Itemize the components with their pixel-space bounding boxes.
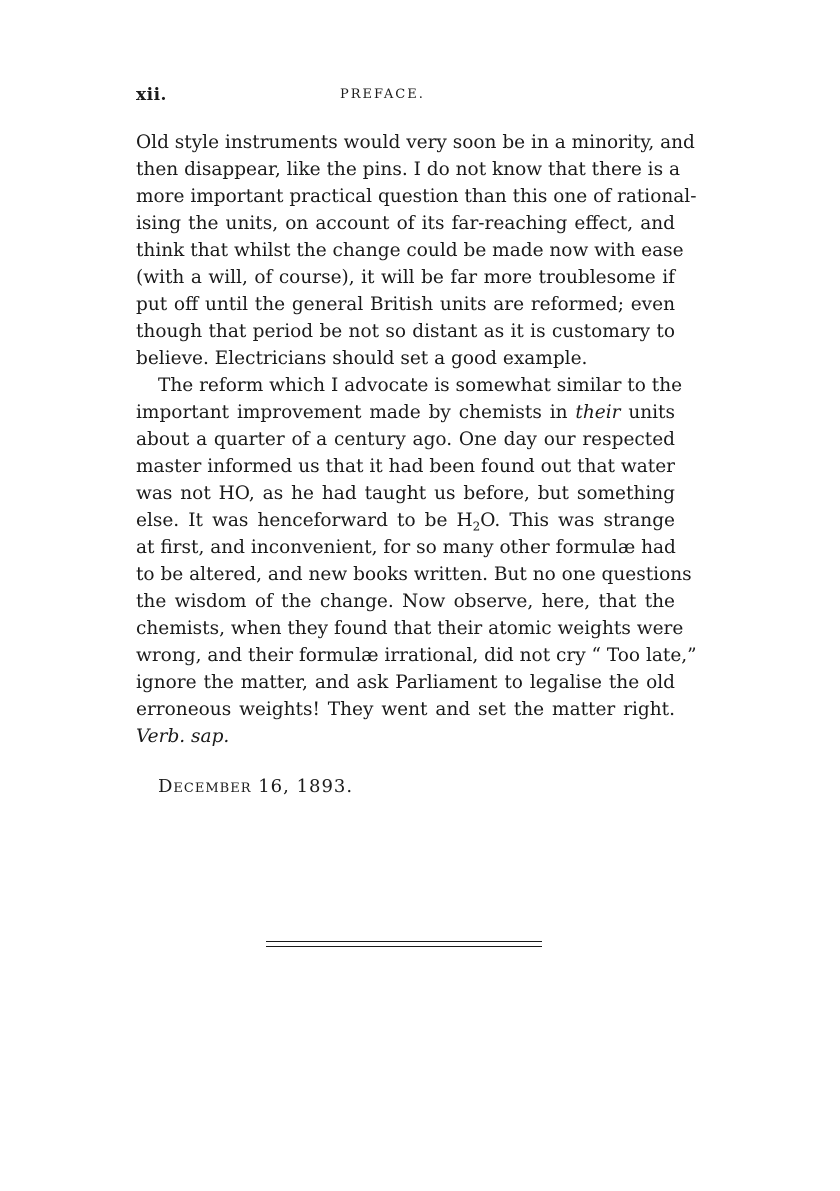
page-number: xii. bbox=[136, 85, 167, 105]
text-fragment: important improvement made by chemists in bbox=[136, 402, 576, 423]
text-line: the wisdom of the change. Now observe, here, that the bbox=[136, 591, 675, 612]
text-line: (with a will, of course), it will be far more troublesome if bbox=[136, 267, 675, 288]
subscript: 2 bbox=[472, 519, 481, 534]
text-line: erroneous weights! They went and set the matter right. bbox=[136, 699, 675, 720]
text-line: to be altered, and new books written. But no one questions bbox=[136, 564, 692, 585]
text-line: though that period be not so distant as it is customary to bbox=[136, 321, 675, 342]
running-head: PREFACE. bbox=[340, 87, 425, 102]
end-rule-upper bbox=[266, 941, 542, 942]
preface-date: December 16, 1893. bbox=[158, 776, 354, 797]
text-line: ising the units, on account of its far-reaching effect, and bbox=[136, 213, 675, 234]
text-line bbox=[136, 507, 675, 534]
italic-line: Verb. sap. bbox=[136, 726, 230, 747]
text-line: was not HO, as he had taught us before, but something bbox=[136, 483, 675, 504]
text-line bbox=[136, 399, 675, 426]
text-fragment: O. This was strange bbox=[480, 510, 675, 531]
text-line: at first, and inconvenient, for so many other formulæ had bbox=[136, 537, 676, 558]
text-line: then disappear, like the pins. I do not know that there is a bbox=[136, 159, 680, 180]
text-fragment: else. It was henceforward to be H bbox=[136, 510, 473, 531]
text-line: think that whilst the change could be made now with ease bbox=[136, 240, 684, 261]
text-line: about a quarter of a century ago. One day our respected bbox=[136, 429, 675, 450]
text-line: The reform which I advocate is somewhat similar to the bbox=[158, 375, 683, 396]
text-line: Old style instruments would very soon be in a minority, and bbox=[136, 132, 695, 153]
italic-word: their bbox=[575, 402, 621, 423]
text-line: chemists, when they found that their atomic weights were bbox=[136, 618, 684, 639]
text-fragment: units bbox=[620, 402, 675, 423]
text-line: master informed us that it had been found out that water bbox=[136, 456, 675, 477]
text-line: put off until the general British units are reformed; even bbox=[136, 294, 675, 315]
text-line: believe. Electricians should set a good example. bbox=[136, 348, 588, 369]
text-line: wrong, and their formulæ irrational, did not cry “ Too late,” bbox=[136, 645, 697, 666]
end-rule-lower bbox=[266, 946, 542, 947]
text-line: ignore the matter, and ask Parliament to legalise the old bbox=[136, 672, 675, 693]
text-line: more important practical question than this one of rational- bbox=[136, 186, 697, 207]
preface-body bbox=[136, 129, 697, 750]
